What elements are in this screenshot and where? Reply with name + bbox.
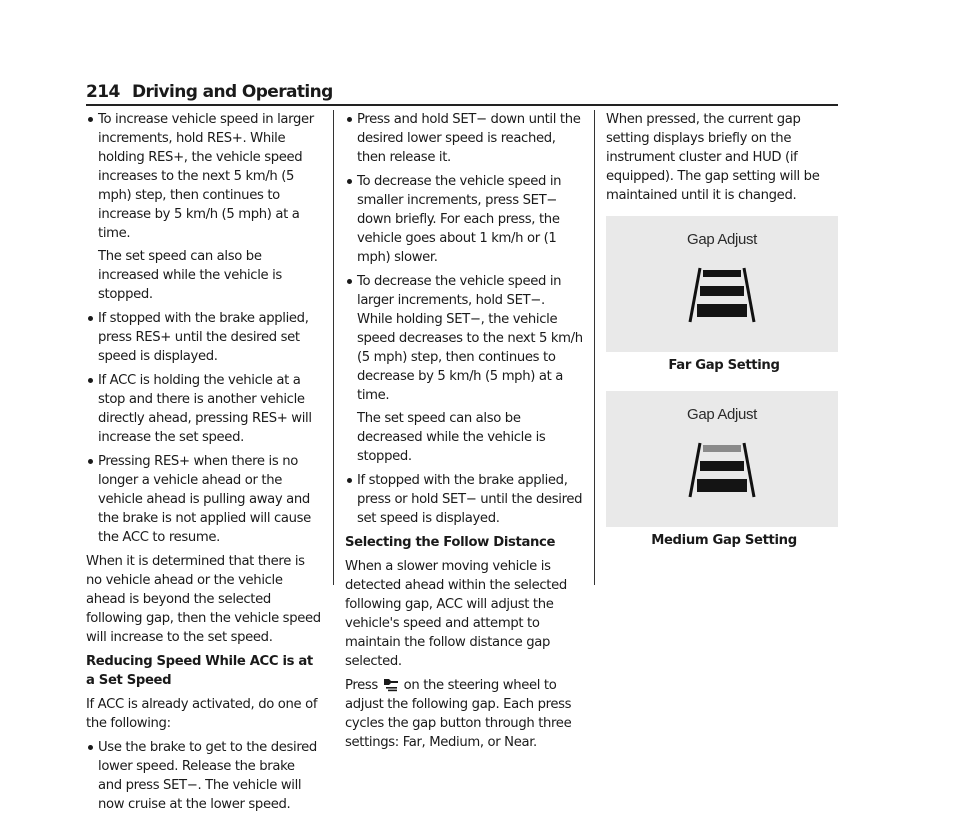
list-item-note: The set speed can also be decreased while the vehicle is stopped. xyxy=(357,411,546,464)
gap-bars-graphic xyxy=(606,216,838,352)
gap-adjust-figure-medium xyxy=(606,391,838,527)
list-item: To increase vehicle speed in larger increments, hold RES+. While holding RES+, the vehicle speed increases to the next 5 km/h (5 mph) step, then continues to increase by 5 km/h (5 mph) at a time. The set speed can also be increased while the vehicle is stopped. xyxy=(86,110,322,304)
column-middle xyxy=(345,110,583,757)
list-item: Pressing RES+ when there is no longer a vehicle ahead or the vehicle ahead is pulling away and the brake is not applied will cause the ACC to resume. xyxy=(86,452,322,547)
column-divider xyxy=(594,110,595,585)
list-item: Press and hold SET− down until the desired lower speed is reached, then release it. xyxy=(345,110,583,167)
gap-bar xyxy=(700,286,744,296)
figure-caption: Far Gap Setting xyxy=(668,358,780,373)
page-header xyxy=(86,80,838,106)
gap-adjust-figure-far xyxy=(606,216,838,352)
list-item: If stopped with the brake applied, press or hold SET− until the desired set speed is displayed. xyxy=(345,471,583,528)
list-item: If stopped with the brake applied, press RES+ until the desired set speed is displayed. xyxy=(86,309,322,366)
gap-bar xyxy=(697,479,747,492)
paragraph: When it is determined that there is no vehicle ahead or the vehicle ahead is beyond the selected following gap, then the vehicle speed will increase to the set speed. xyxy=(86,554,321,645)
list-item: To decrease the vehicle speed in larger increments, hold SET−. While holding SET−, the vehicle speed decreases to the next 5 km/h (5 mph) step, then continues to decrease by 5 km/h (5 mph) at a time. The set speed can also be decreased while the vehicle is stopped. xyxy=(345,272,583,466)
paragraph: When a slower moving vehicle is detected ahead within the selected following gap, ACC will adjust the vehicle's speed and attempt to maintain the follow distance gap selected. xyxy=(345,559,567,669)
gap-distance-icon xyxy=(383,677,399,692)
column-right xyxy=(606,110,842,550)
list-item-note: The set speed can also be increased while the vehicle is stopped. xyxy=(98,249,282,302)
column-divider xyxy=(333,110,334,585)
gap-bars-graphic xyxy=(606,391,838,527)
paragraph: Press on the steering wheel to adjust the following gap. Each press cycles the gap button through three settings: Far, Medium, or Near. xyxy=(345,678,572,750)
list-item: If ACC is holding the vehicle at a stop and there is another vehicle directly ahead, pressing RES+ will increase the set speed. xyxy=(86,371,322,447)
section-heading: Reducing Speed While ACC is at a Set Speed xyxy=(86,654,313,688)
chapter-title: Driving and Operating xyxy=(132,82,333,102)
gap-bar xyxy=(703,270,741,277)
page-number: 214 xyxy=(86,82,120,102)
gap-bar xyxy=(703,445,741,452)
list-item: To decrease the vehicle speed in smaller increments, press SET− down briefly. For each press, the vehicle goes about 1 km/h or (1 mph) slower. xyxy=(345,172,583,267)
section-heading: Selecting the Follow Distance xyxy=(345,535,556,550)
figure-caption: Medium Gap Setting xyxy=(651,533,797,548)
gap-bar xyxy=(700,461,744,471)
list-item: Use the brake to get to the desired lower speed. Release the brake and press SET−. The vehicle will now cruise at the lower speed. xyxy=(86,738,322,814)
figure-title: Gap Adjust xyxy=(687,406,757,423)
figure-title: Gap Adjust xyxy=(687,231,757,248)
paragraph: If ACC is already activated, do one of the following: xyxy=(86,697,318,731)
column-left xyxy=(86,110,322,819)
paragraph: When pressed, the current gap setting displays briefly on the instrument cluster and HUD (if equipped). The gap setting will be maintained until it is changed. xyxy=(606,112,820,203)
gap-bar xyxy=(697,304,747,317)
